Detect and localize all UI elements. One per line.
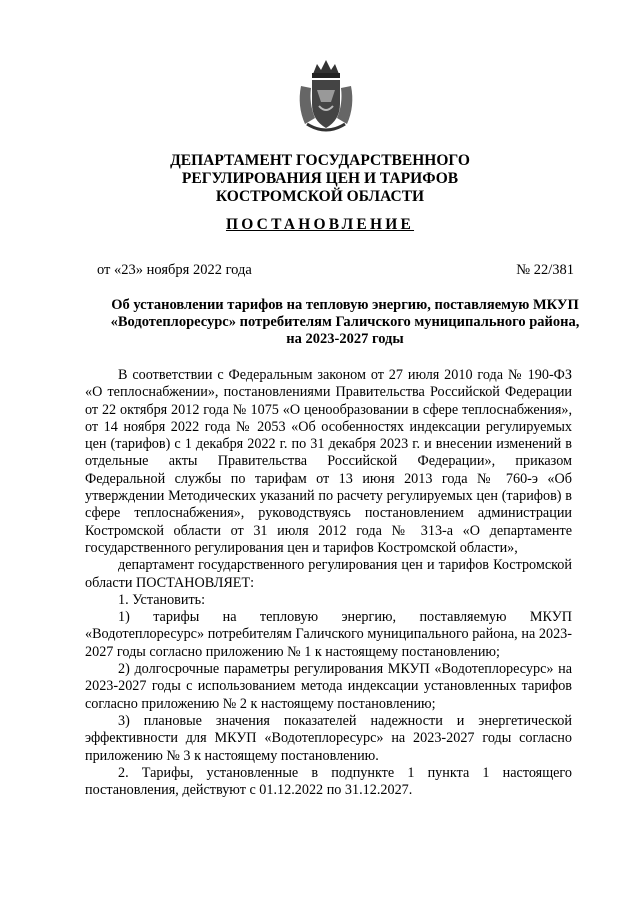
department-line: ДЕПАРТАМЕНТ ГОСУДАРСТВЕННОГО [170,152,470,169]
paragraph: 1. Установить: [118,591,206,608]
paragraph: департамент государственного регулирования цен и тарифов Костромской области ПОСТАНОВЛЯЕТ: [85,557,572,591]
document-type [0,216,640,234]
paragraph: В соответствии с Федеральным законом от 27 июля 2010 года № 190-ФЗ «О теплоснабжении», постановлениями Правительства Российской Федерации от 22 октября 2012 года № 1075 «О ценообразовании в сфере теплоснабжения», от 14 ноября 2022 года № 2053 «Об особенностях индексации регулируемых цен (тарифов) с 1 декабря 2022 г. по 31 декабря 2023 г. и внесении изменений в отдельные акты Правительства Российской Федерации», приказом Федеральной службы по тарифам от 13 июня 2013 года № 760-э «Об утверждении Методических указаний по расчету регулируемых цен (тарифов) в сфере теплоснабжения», руководствуясь постановлением администрации Костромской области от 31 июля 2012 года № 313-а «О департаменте государственного регулирования цен и тарифов Костромской области», [85,367,572,556]
paragraph: 2. Тарифы, установленные в подпункте 1 пункта 1 настоящего постановления, действуют с 01.12.2022 по 31.12.2027. [85,764,572,799]
coat-of-arms-icon [295,58,357,134]
paragraph: 3) плановые значения показателей надежности и энергетической эффективности для МКУП «Водотеплоресурс» на 2023-2027 годы согласно приложению № 3 к настоящему постановлению. [85,712,572,764]
document-date: от «23» ноября 2022 года [97,262,252,278]
date-number-line [97,262,574,279]
paragraph: 1) тарифы на тепловую энергию, поставляемую МКУП «Водотеплоресурс» потребителям Галичского муниципального района, на 2023-2027 годы согласно приложению № 1 к настоящему постановлению; [85,609,572,660]
document-type-label: ПОСТАНОВЛЕНИЕ [225,216,415,233]
document-body [85,367,572,799]
department-line: КОСТРОМСКОЙ ОБЛАСТИ [215,188,425,205]
document-title: Об установлении тарифов на тепловую энергию, поставляемую МКУП «Водотеплоресурс» потребителям Галичского муниципального района, на 2023-2027 годы [110,297,580,347]
department-name [0,152,640,206]
paragraph: 2) долгосрочные параметры регулирования МКУП «Водотеплоресурс» на 2023-2027 годы с использованием метода индексации установленных тарифов согласно приложению № 2 к настоящему постановлению; [85,661,572,712]
document-number: № 22/381 [516,262,574,278]
department-line: РЕГУЛИРОВАНИЯ ЦЕН И ТАРИФОВ [181,170,459,187]
